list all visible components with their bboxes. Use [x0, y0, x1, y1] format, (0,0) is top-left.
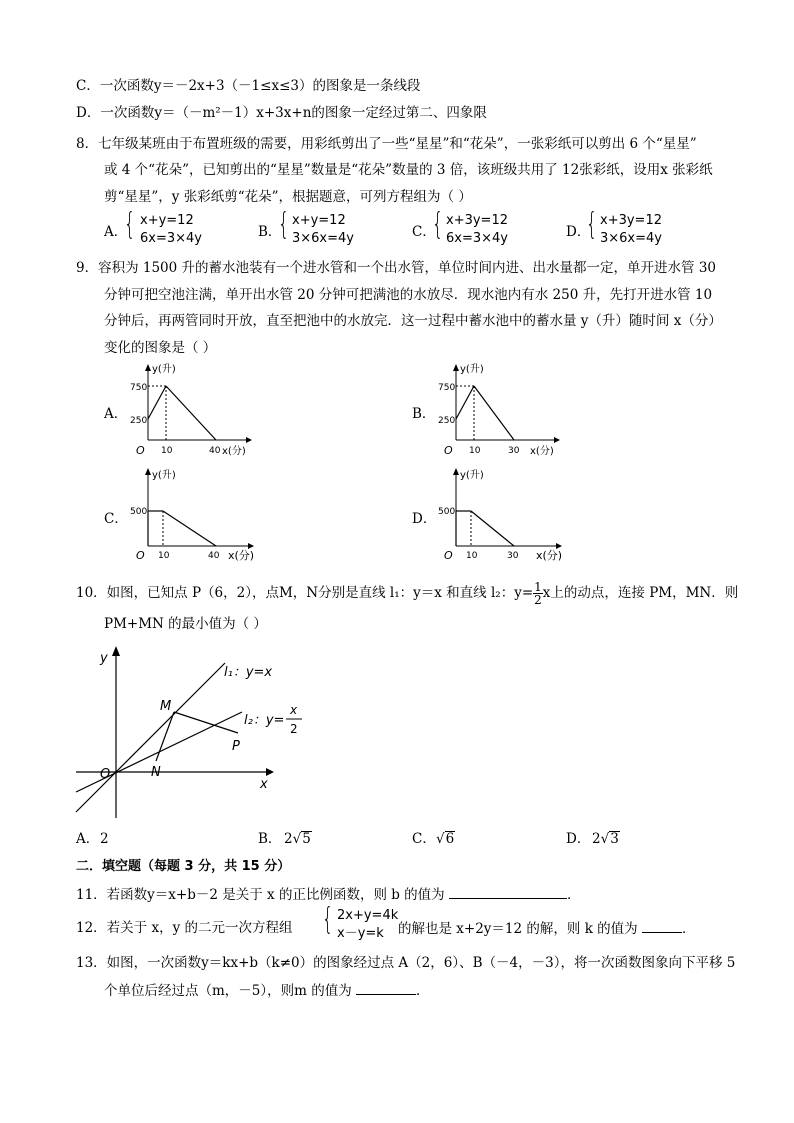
y-tick-start: 250 — [438, 416, 456, 426]
numerator: 1 — [534, 580, 542, 594]
q9-stem-line4: 变化的图象是（ ） — [104, 340, 217, 356]
option-value — [284, 829, 312, 849]
line-l1-label: l₁：y=x — [224, 665, 273, 680]
y-tick-peak: 750 — [438, 383, 456, 393]
q12-equation-system — [337, 907, 398, 943]
y-axis-label: y — [100, 651, 108, 666]
q10-stem-line2: PM+MN 的最小值为（ ） — [104, 616, 267, 632]
coefficient: 2 — [284, 831, 293, 847]
q12-stem-text: 的解也是 x+2y＝12 的解，则 k 的值为 — [398, 921, 638, 937]
origin-label: O — [444, 549, 453, 562]
equation-system — [140, 212, 202, 248]
y-axis-arrow-icon — [145, 364, 151, 371]
q10-stem-eq: y= — [514, 585, 534, 601]
q9-graph-d — [438, 466, 578, 566]
x-tick-end: 40 — [208, 551, 220, 561]
line-l2-numerator: x — [290, 703, 298, 717]
equation-2: 6x=3×4y — [446, 231, 508, 246]
q12-stem-post — [398, 918, 695, 939]
q9-graph-a — [130, 362, 260, 462]
y-axis-arrow-icon — [453, 468, 459, 475]
point-m-label: M — [160, 699, 172, 714]
equation-2: 3×6x=4y — [292, 231, 354, 246]
q10-stem-part2: x上的动点，连接 PM，MN．则 — [542, 585, 739, 601]
x-axis-title: x(分) — [530, 446, 554, 457]
q13-end: ． — [416, 983, 430, 999]
q11-answer-blank[interactable] — [449, 884, 567, 899]
q9-graph-c-label: C． — [104, 511, 128, 527]
radicand: 6 — [445, 831, 455, 847]
y-axis-title: y(升) — [460, 364, 484, 375]
brace-icon: { — [321, 902, 334, 937]
x-tick-end: 30 — [508, 446, 520, 456]
q13-stem-text: 个单位后经过点（m，－5），则m 的值为 — [104, 983, 352, 999]
q10-stem-part1: 10．如图，已知点 P（6，2），点M，N分别是直线 l₁：y＝x 和直线 l₂： — [76, 585, 515, 601]
q10-figure — [70, 640, 320, 820]
option-value — [592, 829, 620, 849]
q9-stem-line1: 9．容积为 1500 升的蓄水池装有一个进水管和一个出水管，单位时间内进、出水量都一定，单开进水管 30 — [76, 260, 716, 276]
brace-icon: { — [123, 207, 136, 242]
q12-end: ． — [681, 921, 696, 937]
denominator: 2 — [534, 593, 542, 607]
q8-stem-line3: 剪“星星”，y 张彩纸剪“花朵”，根据题意，可列方程组为（ ） — [104, 189, 472, 205]
radicand: 3 — [610, 831, 619, 847]
q9-stem-line3: 分钟后，再两管同时开放，直至把池中的水放完．这一过程中蓄水池中的蓄水量 y（升）随时间 x（分） — [104, 313, 722, 329]
drain-segment — [474, 386, 514, 440]
equation-2: 6x=3×4y — [140, 231, 202, 246]
q9-stem-line2: 分钟可把空池注满，单开出水管 20 分钟可把满池的水放尽．现水池内有水 250 升，先打开进水管 10 — [104, 287, 713, 303]
equation-2: 3×6x=4y — [600, 231, 662, 246]
line-l2-label: l₂：y= — [244, 713, 285, 728]
origin-label: O — [444, 444, 453, 457]
equation-1: x+3y=12 — [600, 213, 662, 228]
option-label: C． — [412, 831, 436, 847]
equation-system — [446, 212, 508, 248]
y-axis-title: y(升) — [460, 470, 484, 481]
option-label: A． — [76, 831, 100, 847]
line-l2-denominator: 2 — [290, 722, 298, 736]
q9-graph-b — [438, 362, 568, 462]
equation-system — [292, 212, 354, 248]
q8-stem-line2: 或 4 个“花朵”，已知剪出的“星星”数量是“花朵”数量的 3 倍，该班级共用了 12张彩纸，设用x 张彩纸 — [104, 162, 713, 178]
drain-segment — [471, 511, 514, 546]
x-axis-arrow-icon — [246, 437, 252, 443]
option-value: 2 — [100, 831, 109, 847]
point-n-label: N — [151, 765, 161, 780]
x-tick-peak: 10 — [161, 446, 173, 456]
q13-stem-line2 — [104, 980, 430, 1001]
radicand: 5 — [302, 831, 311, 847]
x-tick-end: 40 — [209, 446, 221, 456]
y-axis-arrow-icon — [453, 364, 459, 371]
q11-end: ． — [566, 887, 581, 903]
option-label: B． — [258, 224, 282, 240]
drain-segment — [163, 511, 216, 546]
y-axis-title: y(升) — [152, 470, 176, 481]
q13-answer-blank[interactable] — [356, 980, 416, 995]
x-axis-arrow-icon — [266, 768, 274, 776]
option-label: D． — [566, 831, 591, 847]
origin-label: O — [136, 444, 145, 457]
equation-1: x+y=12 — [292, 213, 346, 228]
equation-1: x+3y=12 — [446, 213, 508, 228]
brace-icon: { — [431, 207, 444, 242]
q10-stem-line1 — [76, 581, 738, 606]
sqrt-icon: √ — [292, 831, 302, 847]
x-tick-end: 30 — [507, 551, 519, 561]
q8-stem-line1: 8．七年级某班由于布置班级的需要，用彩纸剪出了一些“星星”和“花朵”，一张彩纸可以剪出 6 个“星星” — [76, 136, 697, 152]
q9-graph-a-label: A． — [104, 406, 128, 422]
y-axis-arrow-icon — [112, 646, 120, 656]
q13-stem-line1: 13．如图，一次函数y＝kx+b（k≠0）的图象经过点 A（2，6）、B（－4，－3），将一次函数图象向下平移 5 — [76, 955, 736, 971]
q12-answer-blank[interactable] — [642, 918, 682, 933]
q11-stem: 11．若函数y＝x+b－2 是关于 x 的正比例函数，则 b 的值为 — [76, 887, 445, 903]
sqrt-icon: √ — [436, 831, 445, 847]
drain-segment — [166, 386, 216, 440]
x-tick-peak: 10 — [158, 551, 170, 561]
q9-graph-b-label: B． — [412, 406, 436, 422]
equation-system — [600, 212, 662, 248]
x-tick-peak: 10 — [469, 446, 481, 456]
y-tick-peak: 500 — [438, 507, 456, 517]
section-2-heading: 二．填空题（每题 3 分，共 15 分） — [76, 859, 291, 874]
fraction-one-half — [533, 581, 543, 606]
segment-mn — [156, 712, 174, 761]
x-axis-arrow-icon — [554, 437, 560, 443]
equation-1: x+y=12 — [140, 213, 194, 228]
sqrt-icon: √ — [600, 831, 610, 847]
point-p-label: P — [232, 739, 240, 754]
y-tick-peak: 750 — [130, 383, 148, 393]
line-l1 — [76, 663, 225, 812]
y-tick-peak: 500 — [130, 507, 148, 517]
x-axis-title: x(分) — [536, 549, 563, 562]
option-label: C． — [412, 224, 436, 240]
y-tick-start: 250 — [130, 416, 148, 426]
fill-segment — [456, 386, 474, 419]
x-axis-title: x(分) — [228, 549, 255, 562]
x-tick-peak: 10 — [466, 551, 478, 561]
option-label: D． — [566, 224, 591, 240]
q9-graph-c — [130, 466, 270, 566]
y-axis-arrow-icon — [145, 468, 151, 475]
brace-icon: { — [277, 207, 290, 242]
x-axis-title: x(分) — [222, 446, 246, 457]
coefficient: 2 — [592, 831, 601, 847]
origin-label: O — [100, 767, 111, 782]
option-value — [436, 829, 455, 849]
brace-icon: { — [585, 207, 598, 242]
y-axis-title: y(升) — [152, 364, 176, 375]
q9-graph-d-label: D． — [412, 511, 437, 527]
equation-2: x－y=k — [337, 926, 384, 941]
q12-stem-pre: 12．若关于 x，y 的二元一次方程组 — [76, 920, 293, 936]
q7-option-c: C．一次函数y＝－2x+3（－1≤x≤3）的图象是一条线段 — [76, 78, 421, 94]
equation-1: 2x+y=4k — [337, 908, 399, 923]
fill-segment — [148, 386, 166, 419]
option-label: A． — [104, 224, 128, 240]
option-label: B． — [258, 831, 282, 847]
x-axis-label: x — [260, 777, 268, 792]
q7-option-d: D．一次函数y＝（－m²－1）x+3x+n的图象一定经过第二、四象限 — [76, 105, 487, 121]
origin-label: O — [136, 549, 145, 562]
